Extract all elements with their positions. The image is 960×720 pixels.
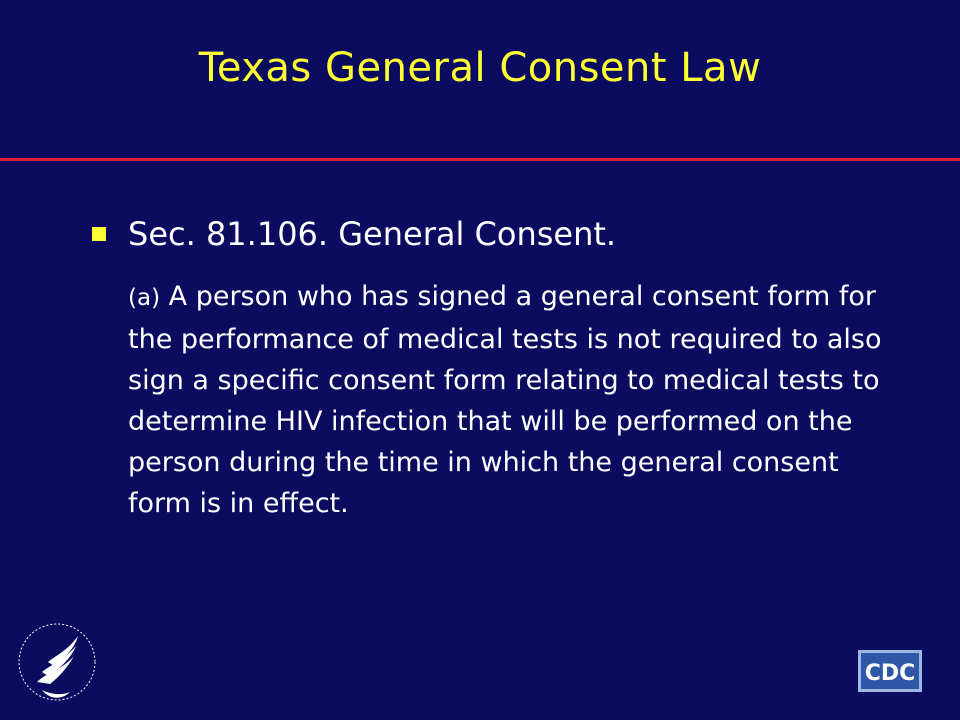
bullet-item: [92, 212, 912, 256]
hhs-seal-icon: [12, 612, 102, 712]
paragraph-text: A person who has signed a general consent form for the performance of medical tests is not required to also sign a specific consent form relating to medical tests to determine HIV infection that will be performed on the person during the time in which the general consent form is in effect.: [128, 281, 882, 519]
title-divider: [0, 158, 960, 161]
cdc-logo: [858, 650, 922, 692]
square-bullet-icon: [92, 227, 106, 241]
bullet-heading: Sec. 81.106. General Consent.: [128, 215, 617, 253]
paragraph-marker: (a): [128, 285, 161, 311]
slide-title: Texas General Consent Law: [198, 45, 762, 91]
consent-paragraph: [128, 276, 888, 524]
cdc-logo-text: CDC: [864, 661, 916, 686]
